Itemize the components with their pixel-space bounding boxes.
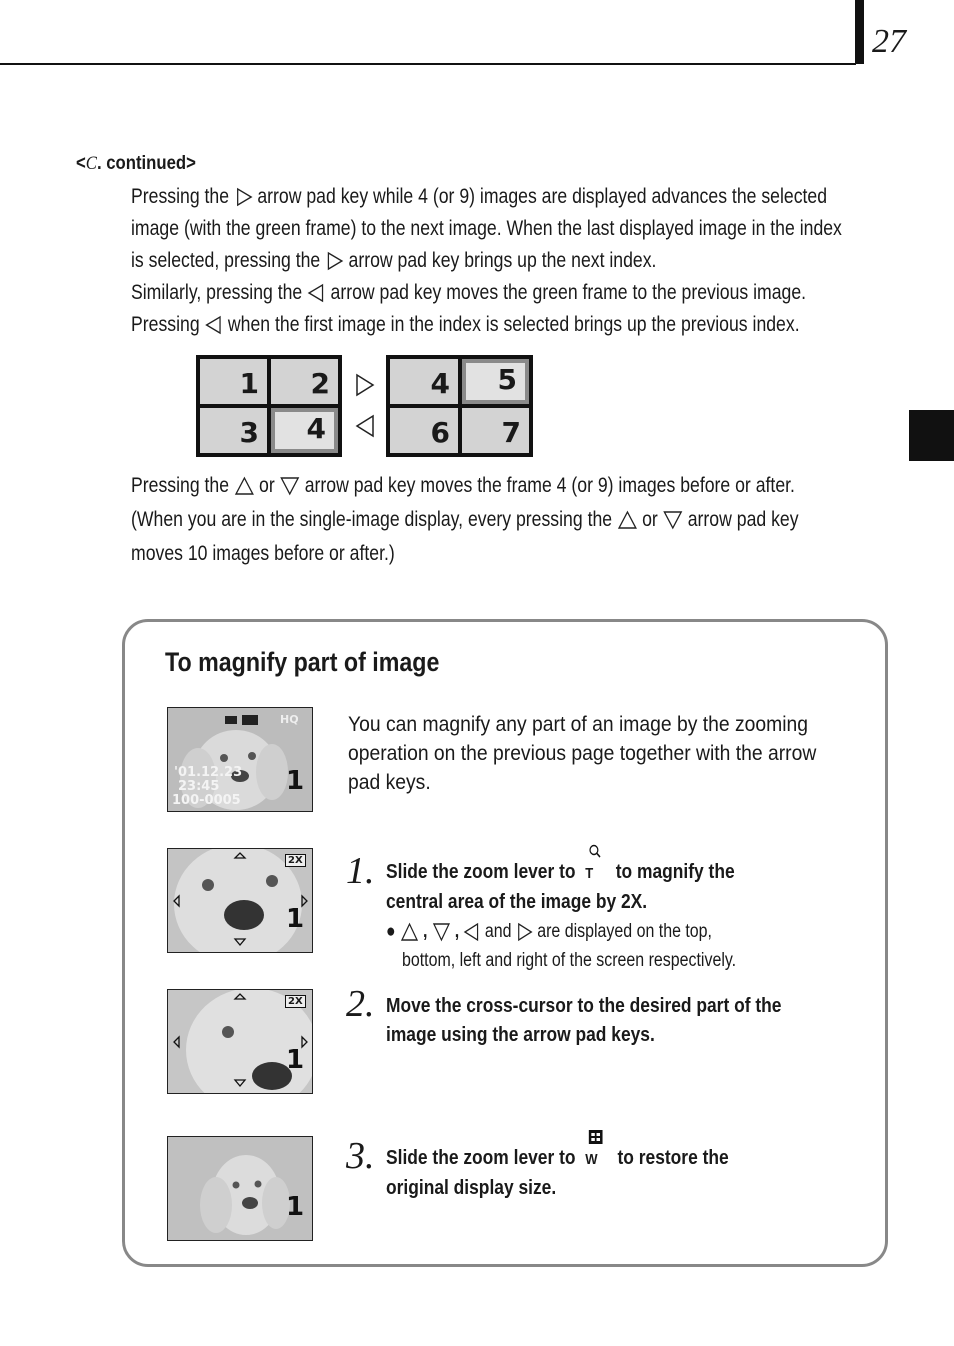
left-arrow-icon [464,922,481,942]
step3-text: Slide the zoom lever to W to restore the original display size. [386,1144,729,1203]
step-number: 1. [346,850,375,892]
index-grid-before [196,355,342,457]
right-arrow-icon [234,187,252,207]
original-size-thumbnail [167,1136,313,1241]
up-arrow-icon [617,510,637,530]
para2-line1: Pressing the or arrow pad key moves the frame 4 (or 9) images before or after. [131,474,795,497]
frame-number: 1 [286,1045,305,1075]
header-rule [0,63,856,65]
header-bar [855,0,864,64]
index-cell: 2 [271,359,338,404]
down-arrow-icon [663,510,683,530]
wide-icon: W [585,1144,608,1174]
para1-line1: Pressing the arrow pad key while 4 (or 9) images are displayed advances the selected [131,185,828,208]
para2-line3: moves 10 images before or after.) [131,542,395,565]
chapter-tab [909,410,954,461]
magnifier-icon [588,844,602,860]
index-cell-selected: 5 [462,359,529,404]
memory-card-icon [224,714,260,726]
index-grid-after [386,355,533,457]
para1-line5: Pressing when the first image in the index is selected brings up the previous index. [131,313,800,336]
para1-line2: image (with the green frame) to the next image. When the last displayed image in the index [131,217,842,240]
step1-text: Slide the zoom lever to T to magnify the central area of the image by 2X. [386,858,735,917]
page-number: 27 [872,23,906,60]
para1-line4: Similarly, pressing the arrow pad key moves the green frame to the previous image. [131,281,807,304]
frame-number: 1 [286,766,305,796]
time-readout: 23:45 [178,779,220,794]
panel-intro: You can magnify any part of an image by the zooming operation on the previous page together with the arrow pad keys. [348,713,817,794]
index-cell: 6 [390,408,458,453]
index-cell: 4 [390,359,458,404]
file-number: 100-0005 [172,793,241,808]
index-cell: 1 [200,359,267,404]
right-arrow-icon [354,372,376,398]
dog-photo-image [168,1137,312,1240]
step-number: 3. [346,1135,375,1177]
down-arrow-icon [432,922,450,942]
index-cell-selected: 4 [271,408,338,453]
left-arrow-icon [354,413,376,439]
step-number: 2. [346,983,375,1025]
zoom-2x-moved-thumbnail [167,989,313,1094]
date-readout: '01.12.23 [174,765,243,780]
frame-number: 1 [286,904,305,934]
zoom-badge: 2X [285,995,306,1008]
para2-line2: (When you are in the single-image display, every pressing the or arrow pad key [131,508,799,531]
zoom-2x-thumbnail [167,848,313,953]
step2-text: Move the cross-cursor to the desired part of the image using the arrow pad keys. [386,995,782,1046]
right-arrow-icon [325,251,343,271]
up-arrow-icon [234,476,254,496]
right-arrow-icon [516,922,533,942]
left-arrow-icon [307,283,325,303]
index-cell: 7 [462,408,529,453]
zoom-badge: 2X [285,854,306,867]
index-grid-icon [589,1130,603,1144]
para1-line3: is selected, pressing the arrow pad key brings up the next index. [131,249,657,272]
frame-number: 1 [286,1192,305,1222]
quality-label: HQ [280,713,299,726]
up-arrow-icon [400,922,418,942]
section-heading: <C. continued> [76,153,196,174]
down-arrow-icon [280,476,300,496]
panel-title: To magnify part of image [165,647,440,677]
tele-icon: T [585,858,606,888]
left-arrow-icon [205,315,223,335]
playback-screen-thumbnail [167,707,313,812]
step1-note: ● , , and are displayed on the top, bottom, left and right of the screen respectively. [386,921,737,971]
index-cell: 3 [200,408,267,453]
